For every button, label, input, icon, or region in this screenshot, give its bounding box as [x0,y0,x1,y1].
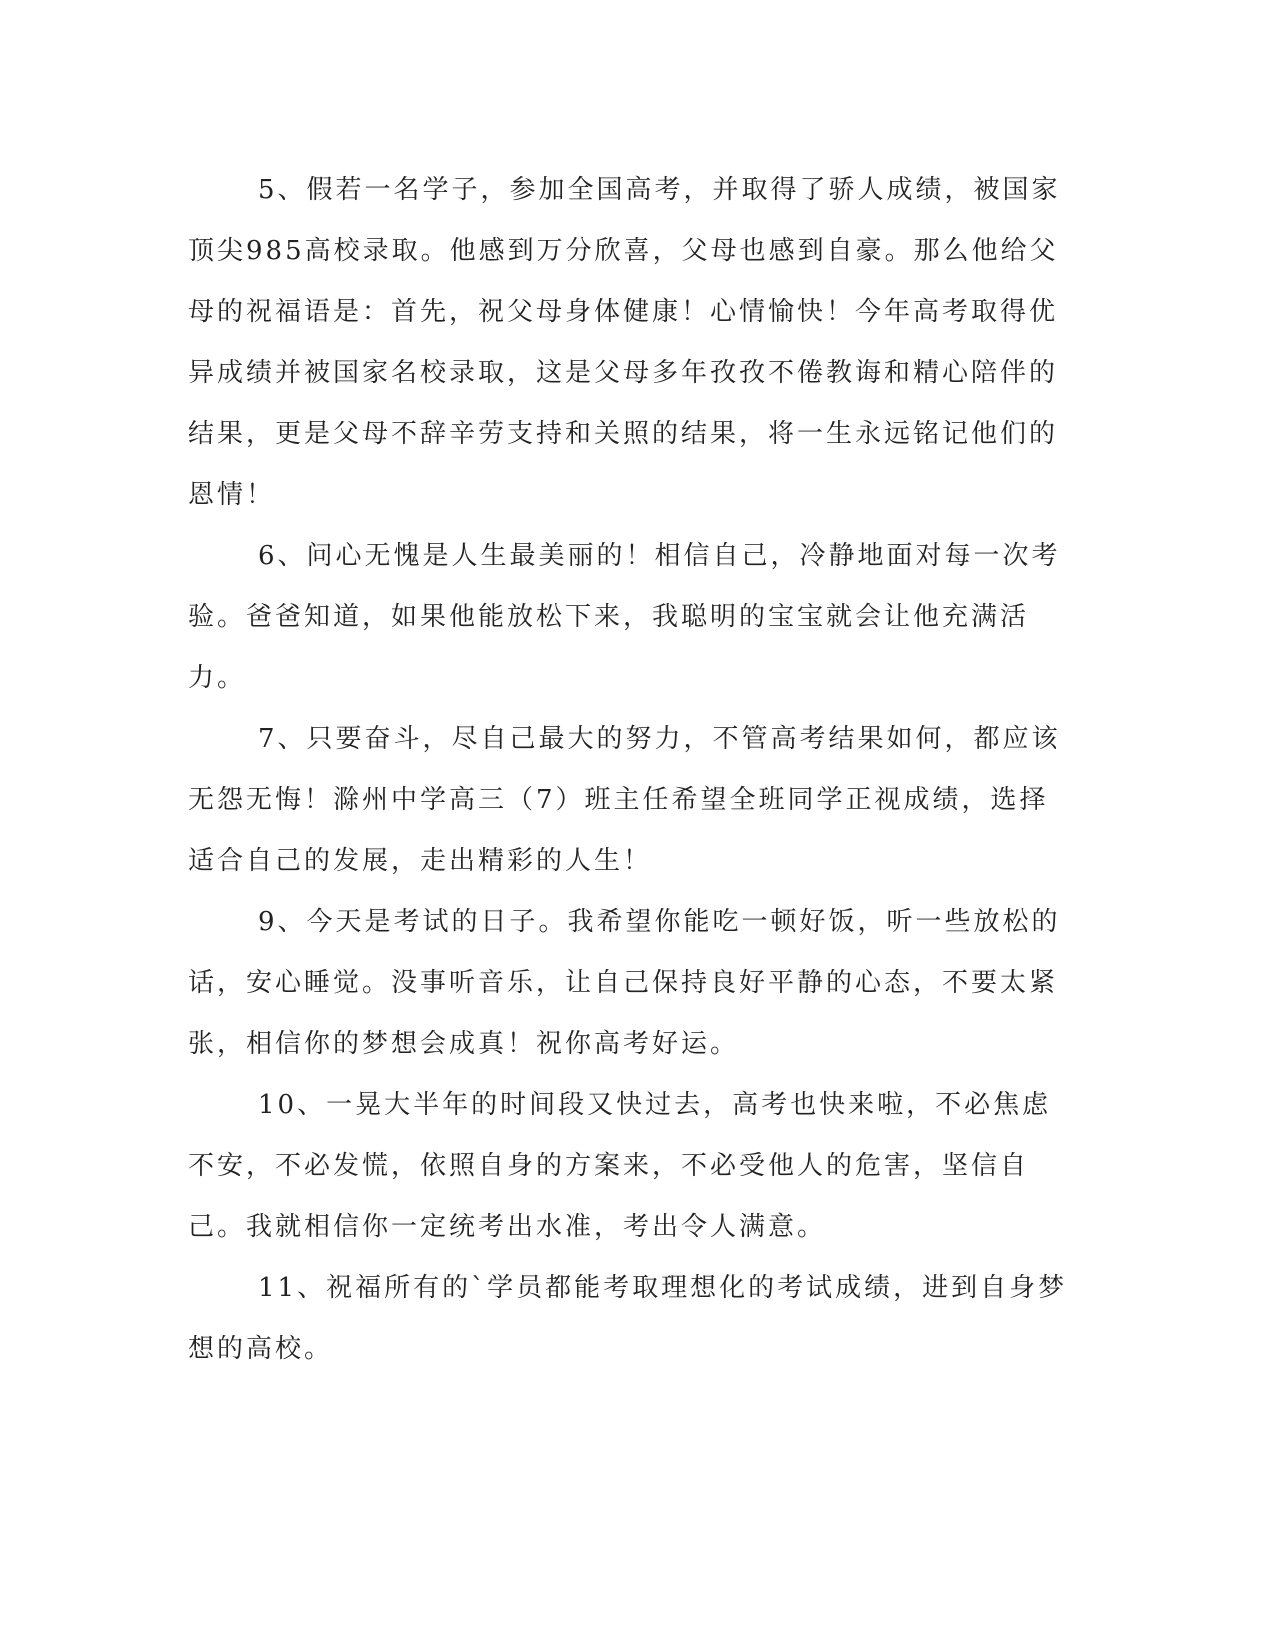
paragraph-7: 7、只要奋斗，尽自己最大的努力，不管高考结果如何，都应该无怨无悔！滁州中学高三（7）班主任希望全班同学正视成绩，选择适合自己的发展，走出精彩的人生！ [188,724,1061,876]
paragraph-11: 11、祝福所有的`学员都能考取理想化的考试成绩，进到自身梦想的高校。 [188,1273,1068,1364]
document-body [188,160,1068,1380]
paragraph-6: 6、问心无愧是人生最美丽的！相信自己，冷静地面对每一次考验。爸爸知道，如果他能放松下来，我聪明的宝宝就会让他充满活力。 [188,541,1061,693]
paragraph-5: 5、假若一名学子，参加全国高考，并取得了骄人成绩，被国家顶尖985高校录取。他感到万分欣喜，父母也感到自豪。那么他给父母的祝福语是：首先，祝父母身体健康！心情愉快！今年高考取得优异成绩并被国家名校录取，这是父母多年孜孜不倦教诲和精心陪伴的结果，更是父母不辞辛劳支持和关照的结果，将一生永远铭记他们的恩情！ [188,175,1061,510]
paragraph-10: 10、一晃大半年的时间段又快过去，高考也快来啦，不必焦虑不安，不必发慌，依照自身的方案来，不必受他人的危害，坚信自己。我就相信你一定统考出水准，考出令人满意。 [188,1090,1052,1242]
paragraph-9: 9、今天是考试的日子。我希望你能吃一顿好饭，听一些放松的话，安心睡觉。没事听音乐，让自己保持良好平静的心态，不要太紧张，相信你的梦想会成真！祝你高考好运。 [188,907,1061,1059]
